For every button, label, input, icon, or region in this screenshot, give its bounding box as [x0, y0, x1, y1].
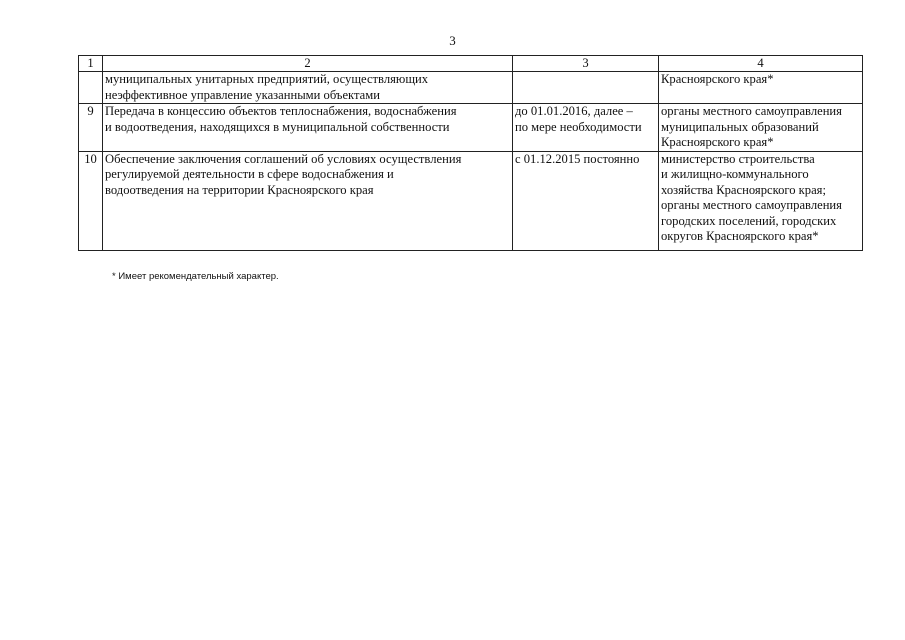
responsible-line: Красноярского края* [661, 72, 774, 86]
deadline-line: до 01.01.2016, далее – [515, 104, 633, 118]
description-cell [103, 151, 513, 250]
description-line: Передача в концессию объектов теплоснабжения, водоснабжения [105, 104, 457, 118]
table-row [79, 151, 863, 250]
footnote: * Имеет рекомендательный характер. [112, 271, 279, 282]
description-line: муниципальных унитарных предприятий, осуществляющих [105, 72, 429, 86]
description-line: неэффективное управление указанными объектами [105, 87, 380, 102]
responsible-line: хозяйства Красноярского края; [661, 182, 826, 197]
description-cell [103, 104, 513, 152]
responsible-cell [659, 151, 863, 250]
description-cell [103, 72, 513, 104]
responsible-line: Красноярского края* [661, 135, 774, 149]
responsible-line: городских поселений, городских [661, 213, 837, 228]
description-line: Обеспечение заключения соглашений об условиях осуществления [105, 151, 462, 166]
responsible-cell [659, 72, 863, 104]
deadline-line: по мере необходимости [515, 119, 642, 134]
deadline-cell [513, 104, 659, 152]
description-line: водоотведения на территории Красноярского края [105, 182, 374, 197]
description-line: и водоотведения, находящихся в муниципальной собственности [105, 119, 450, 134]
row-number-cell: 10 [79, 151, 103, 250]
responsible-line: органы местного самоуправления [661, 104, 842, 118]
page-number: 3 [449, 33, 456, 48]
table-header-row [79, 56, 863, 72]
table-row [79, 104, 863, 152]
responsible-line: министерство строительства [661, 151, 815, 166]
responsible-line: и жилищно-коммунального [661, 167, 809, 181]
responsible-line: округов Красноярского края* [661, 229, 819, 243]
responsible-cell [659, 104, 863, 152]
description-line: регулируемой деятельности в сфере водоснабжения и [105, 167, 394, 181]
column-number-1: 1 [79, 56, 103, 72]
responsible-line: органы местного самоуправления [661, 198, 842, 212]
row-number-cell: 9 [79, 104, 103, 152]
deadline-cell [513, 151, 659, 250]
measures-table [78, 55, 863, 251]
column-number-3: 3 [513, 56, 659, 72]
table-row [79, 72, 863, 104]
deadline-cell [513, 72, 659, 104]
deadline-line: с 01.12.2015 постоянно [515, 151, 640, 166]
column-number-2: 2 [103, 56, 513, 72]
column-number-4: 4 [659, 56, 863, 72]
responsible-line: муниципальных образований [661, 119, 819, 134]
row-number-cell [79, 72, 103, 104]
